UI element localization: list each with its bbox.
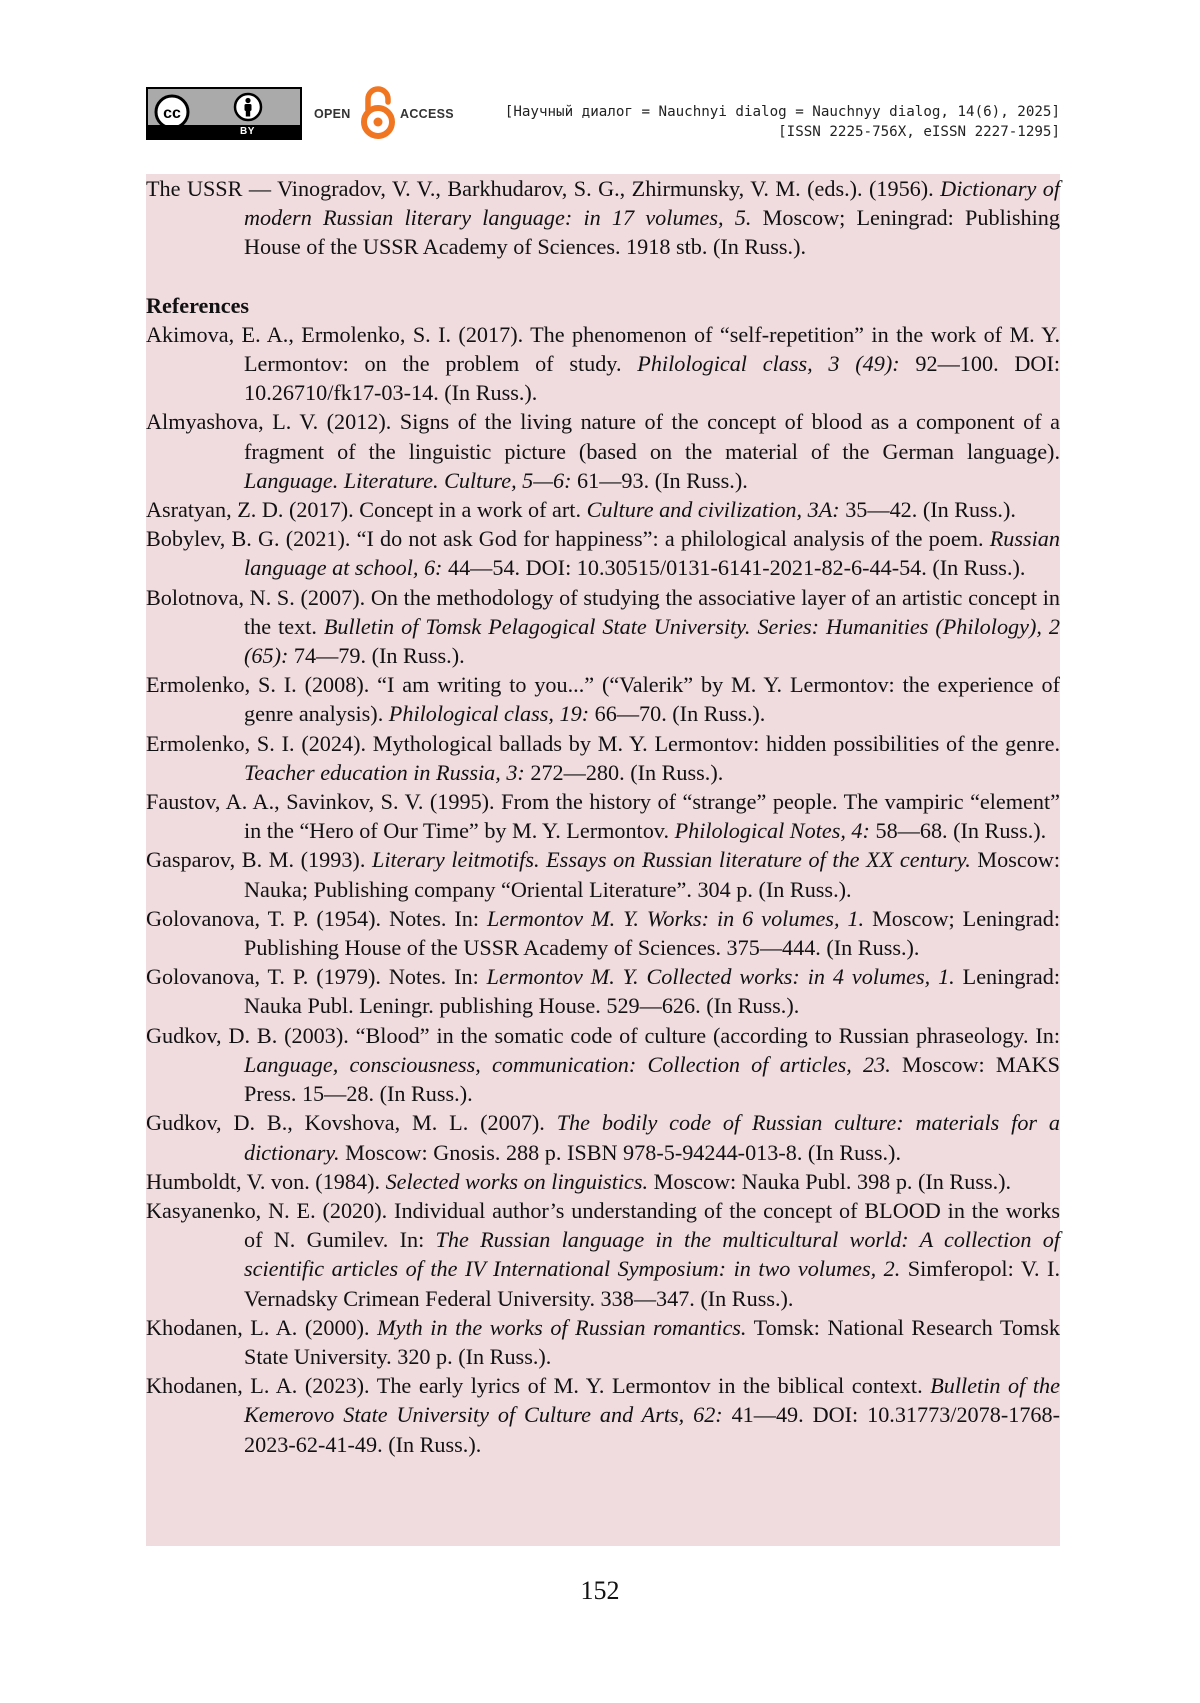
reference-title: Philological Notes, 4: bbox=[674, 818, 870, 844]
reference-details: Simferopol: V. I. Vernadsky Crimean Federal University. 338—347. (In Russ.). bbox=[244, 1256, 1060, 1311]
reference-text: Gasparov, B. M. (1993). bbox=[146, 847, 372, 873]
reference-title: Russian language at school, 6: bbox=[244, 526, 1060, 581]
reference-entry bbox=[146, 583, 1060, 671]
reference-title: Lermontov M. Y. Collected works: in 4 volumes, 1. bbox=[486, 964, 955, 990]
reference-entry bbox=[146, 787, 1060, 845]
reference-text: Ermolenko, S. I. (2008). “I am writing to you...” (“Valerik” by M. Y. Lermontov: the experience of genre analysis). bbox=[146, 672, 1060, 727]
reference-entry bbox=[146, 1196, 1060, 1313]
attribution-person-icon bbox=[233, 92, 263, 122]
reference-entry bbox=[146, 1167, 1060, 1196]
reference-text: Humboldt, V. von. (1984). bbox=[146, 1168, 386, 1194]
reference-text: Gudkov, D. B., Kovshova, M. L. (2007). bbox=[146, 1110, 557, 1136]
reference-text: Kasyanenko, N. E. (2020). Individual author’s understanding of the concept of BLOOD in the works of N. Gumilev. In: bbox=[146, 1197, 1060, 1253]
reference-entry bbox=[146, 1021, 1060, 1109]
reference-text: Gudkov, D. B. (2003). “Blood” in the somatic code of culture (according to Russian phraseology. In: bbox=[146, 1022, 1060, 1048]
references-heading: References bbox=[146, 292, 250, 318]
reference-title: Teacher education in Russia, 3: bbox=[244, 759, 525, 785]
reference-entry bbox=[146, 1371, 1060, 1459]
reference-details: Moscow: Nauka; Publishing company “Oriental Literature”. 304 p. (In Russ.). bbox=[244, 847, 1060, 902]
reference-details: Moscow: Gnosis. 288 p. ISBN 978-5-94244-013-8. (In Russ.). bbox=[339, 1139, 901, 1165]
reference-entry bbox=[146, 495, 1060, 524]
entry-details: Moscow; Leningrad: Publishing House of the USSR Academy of Sciences. 1918 stb. (In Russ.). bbox=[244, 205, 1060, 260]
reference-entry bbox=[146, 670, 1060, 728]
reference-details: Leningrad: Nauka Publ. Leningr. publishing House. 529—626. (In Russ.). bbox=[244, 964, 1060, 1019]
open-access-logo bbox=[314, 86, 474, 140]
reference-title: The bodily code of Russian culture: materials for a dictionary. bbox=[244, 1110, 1061, 1165]
reference-details: Moscow: MAKS Press. 15—28. (In Russ.). bbox=[244, 1051, 1060, 1107]
reference-entry bbox=[146, 320, 1060, 408]
cc-by-license-badge bbox=[146, 87, 302, 140]
reference-title: Culture and civilization, 3A: bbox=[586, 497, 840, 523]
badge-by-label: BY bbox=[240, 126, 255, 137]
reference-details: 41—49. DOI: 10.31773/2078-1768-2023-62-41-49. (In Russ.). bbox=[244, 1402, 1060, 1457]
reference-title: Literary leitmotifs. Essays on Russian literature of the XX century. bbox=[372, 847, 971, 873]
journal-title-line: [Научный диалог = Nauchnyi dialog = Nauchnyy dialog, 14(6), 2025] bbox=[504, 104, 1060, 120]
reference-text: Golovanova, T. P. (1954). Notes. In: bbox=[146, 905, 487, 931]
reference-title: Philological class, 19: bbox=[388, 701, 590, 727]
reference-text: Khodanen, L. A. (2023). The early lyrics of M. Y. Lermontov in the biblical context. bbox=[146, 1373, 931, 1399]
reference-text: Ermolenko, S. I. (2024). Mythological ballads by M. Y. Lermontov: hidden possibilities of the genre. bbox=[146, 730, 1060, 756]
reference-title: Bulletin of the Kemerovo State University of Culture and Arts, 62: bbox=[244, 1373, 1060, 1428]
reference-details: 74—79. (In Russ.). bbox=[288, 643, 465, 669]
source-entry bbox=[146, 174, 1060, 262]
reference-details: Moscow: Nauka Publ. 398 p. (In Russ.). bbox=[648, 1168, 1012, 1194]
reference-text: Asratyan, Z. D. (2017). Concept in a work of art. bbox=[146, 497, 587, 523]
reference-text: Bolotnova, N. S. (2007). On the methodology of studying the associative layer of an artistic concept in the text. bbox=[146, 584, 1060, 639]
reference-details: Moscow; Leningrad: Publishing House of the USSR Academy of Sciences. 375—444. (In Russ.). bbox=[244, 905, 1060, 961]
open-access-lock-icon bbox=[358, 86, 400, 140]
reference-details: 66—70. (In Russ.). bbox=[589, 701, 766, 727]
reference-text: Khodanen, L. A. (2000). bbox=[146, 1314, 378, 1340]
journal-issn-line: [ISSN 2225-756X, eISSN 2227-1295] bbox=[778, 124, 1060, 140]
reference-details: 272—280. (In Russ.). bbox=[524, 759, 724, 785]
open-access-access-text: ACCESS bbox=[400, 107, 454, 121]
reference-details: Tomsk: National Research Tomsk State University. 320 p. (In Russ.). bbox=[244, 1314, 1060, 1369]
reference-details: 58—68. (In Russ.). bbox=[869, 818, 1047, 844]
reference-entry bbox=[146, 407, 1060, 495]
reference-details: 35—42. (In Russ.). bbox=[839, 497, 1016, 523]
reference-details: 61—93. (In Russ.). bbox=[571, 467, 748, 493]
reference-text: Faustov, A. A., Savinkov, S. V. (1995). From the history of “strange” people. The vampiric “element” in the “Hero of Our Time” by M. Y. Lermontov. bbox=[146, 789, 1060, 844]
entry-title: Dictionary of modern Russian literary language: in 17 volumes, 5. bbox=[244, 176, 1061, 231]
reference-title: Language, consciousness, communication: Collection of articles, 23. bbox=[244, 1051, 891, 1077]
reference-entry bbox=[146, 1313, 1060, 1371]
reference-text: Akimova, E. A., Ermolenko, S. I. (2017). The phenomenon of “self-repetition” in the work of M. Y. Lermontov: on the problem of study. bbox=[146, 321, 1060, 377]
reference-entry bbox=[146, 729, 1060, 787]
reference-title: Philological class, 3 (49): bbox=[637, 351, 900, 377]
journal-citation bbox=[505, 102, 1060, 142]
entry-text: The USSR — Vinogradov, V. V., Barkhudarov, S. G., Zhirmunsky, V. M. (eds.). (1956). bbox=[146, 176, 941, 201]
reference-details: 92—100. DOI: 10.26710/fk17-03-14. (In Russ.). bbox=[244, 351, 1060, 406]
reference-details: 44—54. DOI: 10.30515/0131-6141-2021-82-6-44-54. (In Russ.). bbox=[442, 555, 1026, 581]
reference-title: The Russian language in the multicultural world: A collection of scientific articles of the IV International Symposium: in two volumes, 2. bbox=[244, 1227, 1061, 1282]
reference-entry bbox=[146, 962, 1060, 1020]
reference-text: Almyashova, L. V. (2012). Signs of the living nature of the concept of blood as a component of a fragment of the linguistic picture (based on the material of the German language). bbox=[146, 409, 1060, 464]
reference-entry bbox=[146, 1108, 1060, 1166]
reference-list bbox=[146, 320, 1060, 1459]
reference-text: Golovanova, T. P. (1979). Notes. In: bbox=[146, 964, 487, 990]
open-access-open-text: OPEN bbox=[314, 107, 351, 121]
reference-entry bbox=[146, 524, 1060, 582]
reference-title: Bulletin of Tomsk Pelagogical State University. Series: Humanities (Philology), 2 (65): bbox=[244, 613, 1060, 669]
reference-title: Selected works on linguistics. bbox=[385, 1168, 649, 1194]
reference-entry bbox=[146, 904, 1060, 962]
svg-text:cc: cc bbox=[163, 105, 181, 122]
reference-title: Language. Literature. Culture, 5—6: bbox=[244, 467, 572, 493]
bibliography-section bbox=[146, 174, 1060, 1546]
reference-text: Bobylev, B. G. (2021). “I do not ask God for happiness”: a philological analysis of the poem. bbox=[146, 526, 990, 552]
reference-title: Lermontov M. Y. Works: in 6 volumes, 1. bbox=[486, 905, 865, 931]
page-number: 152 bbox=[580, 1576, 620, 1605]
reference-title: Myth in the works of Russian romantics. bbox=[377, 1314, 747, 1340]
reference-entry bbox=[146, 845, 1060, 903]
